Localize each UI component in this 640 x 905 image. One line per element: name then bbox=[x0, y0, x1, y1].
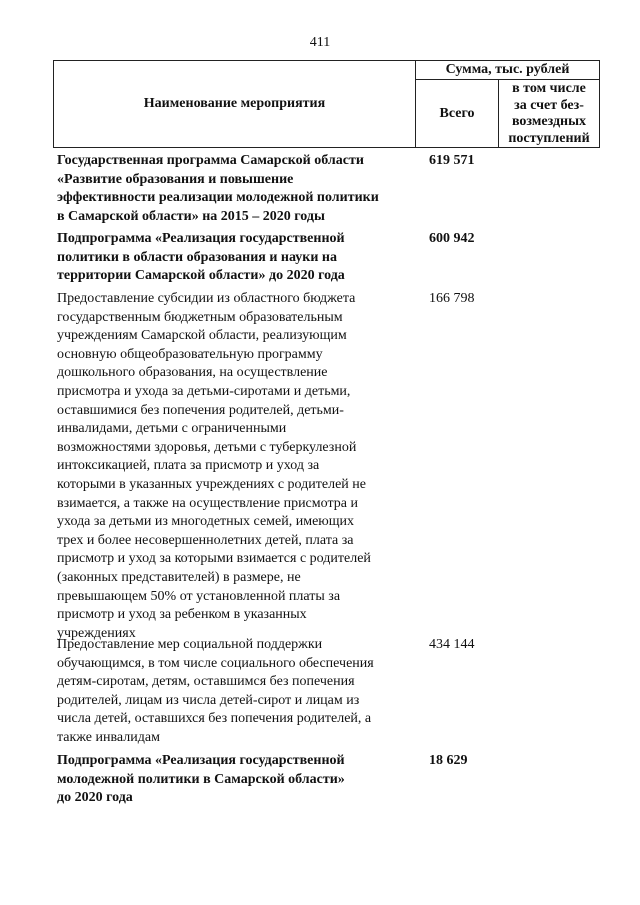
row-total: 600 942 bbox=[429, 231, 475, 246]
header-including-line: за счет без- bbox=[514, 97, 584, 113]
table-header bbox=[53, 60, 600, 148]
header-sum-column: Сумма, тыс. рублей bbox=[416, 61, 599, 80]
header-total-column: Всего bbox=[416, 80, 499, 147]
row-name-line: Подпрограмма «Реализация государственной bbox=[57, 753, 345, 768]
row-name-line: превышающем 50% от установленной платы за bbox=[57, 588, 341, 604]
row-name-line: также инвалидам bbox=[57, 729, 160, 745]
row-name-line: в Самарской области» на 2015 – 2020 годы bbox=[57, 208, 325, 224]
row-name-line: «Развитие образования и повышение bbox=[57, 171, 294, 187]
page-number: 411 bbox=[309, 35, 331, 50]
row-name-line: дошкольного образования, на осуществление bbox=[57, 365, 328, 381]
row-name-line: обучающимся, в том числе социального обеспечения bbox=[57, 655, 374, 671]
row-total: 18 629 bbox=[429, 753, 468, 768]
row-name-line: родителей, лицам из числа детей-сирот и лицам из bbox=[57, 692, 360, 708]
row-name-line: интоксикацией, плата за присмотр и уход за bbox=[57, 458, 320, 474]
row-name-line: присмотр и уход за которыми взимается с родителей bbox=[57, 551, 371, 567]
row-name-line: Предоставление мер социальной поддержки bbox=[57, 637, 323, 652]
header-including-line: поступлений bbox=[508, 130, 590, 146]
row-name-line: политики в области образования и науки на bbox=[57, 249, 337, 265]
row-name-line: учреждениям Самарской области, реализующим bbox=[57, 328, 347, 344]
row-name-line: государственным бюджетным образовательным bbox=[57, 309, 343, 325]
row-name-line: инвалидами, детьми с ограниченными bbox=[57, 421, 287, 437]
row-name-line: взимается, а также на осуществление присмотра и bbox=[57, 495, 358, 511]
row-name-line: числа детей, оставшихся без попечения родителей, а bbox=[57, 711, 372, 727]
row-name-line: Предоставление субсидии из областного бюджета bbox=[57, 291, 356, 306]
row-name-line: молодежной политики в Самарской области» bbox=[57, 771, 345, 787]
row-name-line: ухода за детьми из многодетных семей, имеющих bbox=[57, 514, 355, 530]
row-name-line: возможностями здоровья, детьми с туберкулезной bbox=[57, 439, 357, 455]
header-including-line: в том числе bbox=[512, 81, 586, 96]
row-total: 434 144 bbox=[429, 637, 475, 652]
row-name bbox=[57, 636, 402, 748]
row-name-line: присмотра и ухода за детьми-сиротами и детьми, bbox=[57, 383, 351, 399]
row-name bbox=[57, 230, 402, 286]
row-total: 619 571 bbox=[429, 153, 475, 168]
row-name-line: учреждениях bbox=[57, 625, 136, 641]
row-name bbox=[57, 290, 402, 643]
row-name-line: территории Самарской области» до 2020 года bbox=[57, 268, 345, 284]
row-name-line: Подпрограмма «Реализация государственной bbox=[57, 231, 345, 246]
header-including-line: возмездных bbox=[511, 114, 587, 129]
row-total: 166 798 bbox=[429, 291, 475, 306]
row-name-line: детям-сиротам, детям, оставшимся без попечения bbox=[57, 674, 355, 690]
row-name bbox=[57, 152, 402, 226]
header-including-column bbox=[499, 80, 599, 147]
header-name-column: Наименование мероприятия bbox=[54, 61, 416, 147]
row-name-line: трех и более несовершеннолетних детей, плата за bbox=[57, 532, 354, 548]
row-name-line: эффективности реализации молодежной политики bbox=[57, 190, 379, 206]
row-name-line: которыми в указанных учреждениях с родителей не bbox=[57, 476, 366, 492]
row-name-line: основную общеобразовательную программу bbox=[57, 346, 323, 362]
row-name-line: Государственная программа Самарской области bbox=[57, 153, 364, 168]
row-name-line: до 2020 года bbox=[57, 790, 133, 806]
row-name-line: (законных представителей) в размере, не bbox=[57, 569, 301, 585]
row-name bbox=[57, 752, 402, 808]
row-name-line: присмотр и уход за ребенком в указанных bbox=[57, 607, 307, 623]
row-name-line: оставшимися без попечения родителей, детьми- bbox=[57, 402, 344, 418]
